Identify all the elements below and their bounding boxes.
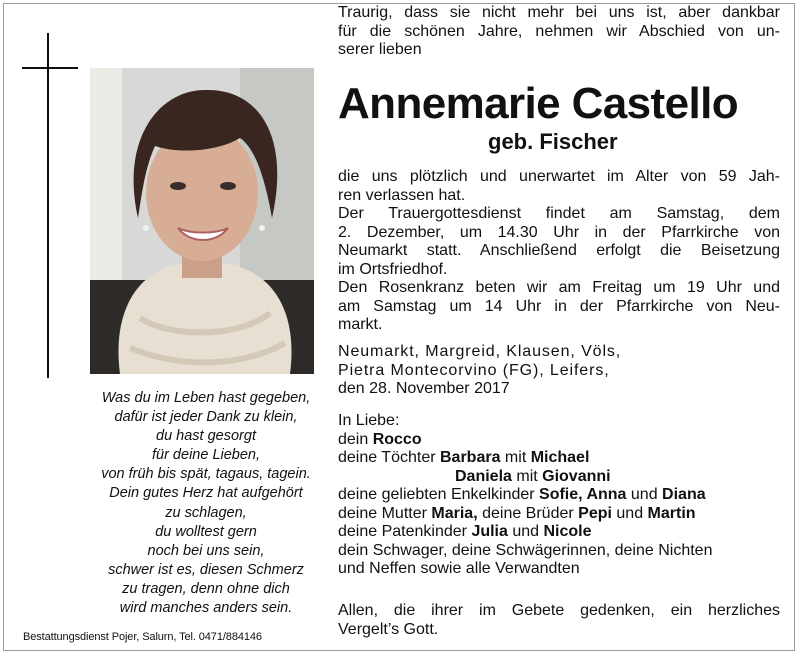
body-line: ren verlassen hat.	[338, 186, 466, 204]
mourner-text: deine Brüder	[477, 504, 579, 522]
mourner-name: Diana	[662, 486, 706, 503]
mourner-name: Sofie, Anna	[539, 486, 627, 503]
intro-line: für die schönen Jahre, nehmen wir Abschied von un-	[338, 22, 780, 40]
poem-line: Was du im Leben hast gegeben,	[101, 390, 311, 406]
poem-line: von früh bis spät, tagaus, tagein.	[101, 466, 311, 483]
body-line: Der Trauergottesdienst findet am Samstag, dem	[338, 205, 780, 222]
announcement-text	[338, 168, 780, 335]
places-line: Neumarkt, Margreid, Klausen, Völs,	[338, 343, 622, 360]
places-and-date	[338, 343, 780, 399]
maiden-name: geb. Fischer	[488, 129, 618, 154]
portrait-photo	[90, 68, 314, 374]
body-line: Neumarkt statt. Anschließend erfolgt die Beisetzung	[338, 242, 780, 259]
poem-line: für deine Lieben,	[151, 447, 261, 464]
poem-line: du hast gesorgt	[156, 428, 256, 445]
mourner-row	[338, 449, 780, 468]
mourner-name: Martin	[647, 504, 696, 522]
body-line: 2. Dezember, um 14.30 Uhr in der Pfarrkirche von	[338, 223, 780, 241]
mourner-text: deine Patenkinder	[338, 523, 472, 540]
mourner-row	[338, 431, 780, 450]
mourner-text: mit	[500, 449, 531, 466]
poem-line: schwer ist es, diesen Schmerz	[108, 561, 304, 578]
mourner-row: dein Schwager, deine Schwägerinnen, deine Nichten	[338, 541, 713, 559]
mourner-name: Pepi	[578, 504, 612, 522]
mourner-text: deine geliebten Enkelkinder	[338, 486, 540, 503]
poem-line: zu tragen, denn ohne dich	[122, 580, 290, 597]
mourner-name: Maria,	[431, 504, 478, 522]
funeral-service-credit: Bestattungsdienst Pojer, Salurn, Tel. 0471/884146	[23, 631, 262, 643]
body-line: am Samstag um 14 Uhr in der Pfarrkirche von Neu-	[338, 297, 780, 315]
mourner-text: mit	[511, 467, 543, 485]
mourner-name: Rocco	[372, 430, 422, 448]
mourner-text: und	[611, 504, 648, 522]
poem-line: dafür ist jeder Dank zu klein,	[114, 409, 298, 426]
memorial-poem	[70, 389, 342, 618]
mourner-name: Michael	[530, 449, 590, 466]
mourner-text: und	[626, 486, 663, 503]
mourner-text: und	[507, 523, 544, 540]
mourner-row	[338, 468, 780, 487]
cross-symbol-bar	[22, 67, 78, 69]
places-line: Pietra Montecorvino (FG), Leifers,	[338, 361, 610, 379]
closing-text	[338, 602, 780, 639]
mourner-row: und Neffen sowie alle Verwandten	[338, 560, 580, 577]
deceased-name: Annemarie Castello	[338, 79, 739, 128]
mourner-name: Nicole	[543, 523, 592, 540]
mourner-text: dein	[338, 430, 373, 448]
mourners-heading: In Liebe:	[338, 412, 400, 429]
intro-line: serer lieben	[338, 41, 422, 58]
mourner-row	[338, 505, 780, 524]
intro-text	[338, 4, 780, 60]
mourner-name: Julia	[471, 523, 508, 540]
poem-line: Dein gutes Herz hat aufgehört	[109, 485, 303, 502]
poem-line: zu schlagen,	[165, 504, 247, 521]
mourner-row	[338, 523, 780, 542]
poem-line: du wolltest gern	[155, 523, 257, 540]
body-line: markt.	[338, 316, 383, 333]
poem-line: wird manches anders sein.	[119, 600, 293, 617]
mourners-list	[338, 412, 780, 579]
mourner-row	[338, 486, 780, 505]
closing-line: Allen, die ihrer im Gebete gedenken, ein herzliches	[338, 602, 780, 619]
notice-date: den 28. November 2017	[338, 380, 510, 397]
cross-symbol	[47, 33, 49, 378]
mourner-name: Daniela	[455, 467, 512, 485]
body-line: die uns plötzlich und unerwartet im Alter von 59 Jah-	[338, 168, 780, 185]
closing-line: Vergelt’s Gott.	[338, 620, 439, 638]
poem-line: noch bei uns sein,	[147, 542, 265, 559]
body-line: im Ortsfriedhof.	[338, 260, 448, 278]
mourner-text: deine Töchter	[338, 449, 440, 466]
body-line: Den Rosenkranz beten wir am Freitag um 19 Uhr und	[338, 279, 780, 296]
mourner-text: deine Mutter	[338, 504, 432, 522]
mourner-name: Giovanni	[542, 467, 611, 485]
intro-line: Traurig, dass sie nicht mehr bei uns ist, aber dankbar	[338, 4, 780, 21]
mourner-name: Barbara	[440, 449, 501, 466]
